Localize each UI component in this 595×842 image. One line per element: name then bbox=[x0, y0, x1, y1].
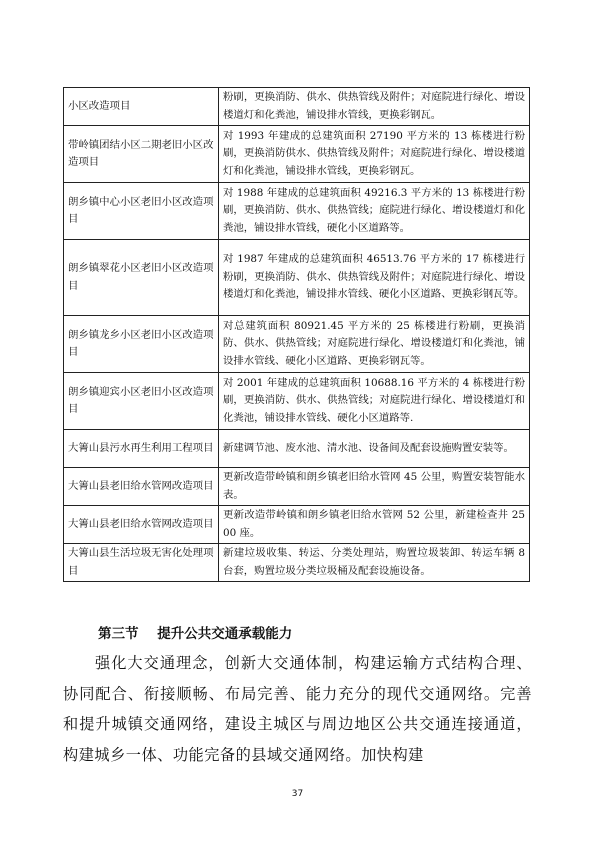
page-number: 37 bbox=[291, 789, 304, 799]
project-content-cell: 新建调节池、废水池、清水池、设备间及配套设施购置安装等。 bbox=[219, 430, 530, 468]
project-table bbox=[63, 87, 530, 582]
project-content-cell: 新建垃圾收集、转运、分类处理站，购置垃圾装卸、转运车辆 8 台套，购置垃圾分类垃圾桶及配套设施设备。 bbox=[219, 544, 530, 582]
project-content-cell: 更新改造带岭镇和朗乡镇老旧给水管网 45 公里，购置安装智能水表。 bbox=[219, 468, 530, 506]
table-row bbox=[64, 430, 530, 468]
table-row bbox=[64, 506, 530, 544]
project-name-cell: 朗乡镇翠花小区老旧小区改造项目 bbox=[64, 240, 219, 316]
table-row bbox=[64, 183, 530, 240]
table-row bbox=[64, 240, 530, 316]
project-content-cell: 对 2001 年建成的总建筑面积 10688.16 平方米的 4 栋楼进行粉刷，更换消防、供水、供热管线；对庭院进行绿化、增设楼道灯和化粪池，铺设排水管线、硬化小区道路等. bbox=[219, 373, 530, 430]
project-content-cell: 粉刷，更换消防、供水、供热管线及附件；对庭院进行绿化、增设楼道灯和化粪池，铺设排水管线，更换彩钢瓦。 bbox=[219, 88, 530, 126]
project-content-cell: 对 1988 年建成的总建筑面积 49216.3 平方米的 13 栋楼进行粉刷，更换消防、供水、供热管线；庭院进行绿化、增设楼道灯和化粪池，铺设排水管线，硬化小区道路等。 bbox=[219, 183, 530, 240]
table-row bbox=[64, 126, 530, 183]
project-name-cell: 朗乡镇龙乡小区老旧小区改造项目 bbox=[64, 316, 219, 373]
project-name-cell: 小区改造项目 bbox=[64, 88, 219, 126]
project-name-cell: 大箐山县老旧给水管网改造项目 bbox=[64, 506, 219, 544]
table-row bbox=[64, 316, 530, 373]
project-content-cell: 更新改造带岭镇和朗乡镇老旧给水管网 52 公里，新建检查井 2500 座。 bbox=[219, 506, 530, 544]
project-name-cell: 大箐山县生活垃圾无害化处理项目 bbox=[64, 544, 219, 582]
table-row bbox=[64, 468, 530, 506]
project-name-cell: 带岭镇团结小区二期老旧小区改造项目 bbox=[64, 126, 219, 183]
table-row bbox=[64, 373, 530, 430]
section-heading: 第三节 提升公共交通承载能力 bbox=[98, 626, 293, 642]
project-name-cell: 大箐山县老旧给水管网改造项目 bbox=[64, 468, 219, 506]
project-name-cell: 大箐山县污水再生利用工程项目 bbox=[64, 430, 219, 468]
project-content-cell: 对 1987 年建成的总建筑面积 46513.76 平方米的 17 栋楼进行粉刷，更换消防、供水、供热管线及附件；对庭院进行绿化、增设楼道灯和化粪池，铺设排水管线、硬化小区道路、更换彩钢瓦等。 bbox=[219, 240, 530, 316]
project-content-cell: 对总建筑面积 80921.45 平方米的 25 栋楼进行粉刷，更换消防、供水、供热管线；对庭院进行绿化、增设楼道灯和化粪池，铺设排水管线、硬化小区道路、更换彩钢瓦等。 bbox=[219, 316, 530, 373]
project-content-cell: 对 1993 年建成的总建筑面积 27190 平方米的 13 栋楼进行粉刷，更换消防供水、供热管线及附件；对庭院进行绿化、增设楼道灯和化粪池，铺设排水管线，更换彩钢瓦。 bbox=[219, 126, 530, 183]
table-row bbox=[64, 88, 530, 126]
project-name-cell: 朗乡镇迎宾小区老旧小区改造项目 bbox=[64, 373, 219, 430]
project-name-cell: 朗乡镇中心小区老旧小区改造项目 bbox=[64, 183, 219, 240]
body-paragraph: 强化大交通理念，创新大交通体制，构建运输方式结构合理、协同配合、衔接顺畅、布局完善、能力充分的现代交通网络。完善和提升城镇交通网络，建设主城区与周边地区公共交通连接通道，构建城乡一体、功能完备的县域交通网络。加快构建 bbox=[63, 654, 532, 764]
table-row bbox=[64, 544, 530, 582]
